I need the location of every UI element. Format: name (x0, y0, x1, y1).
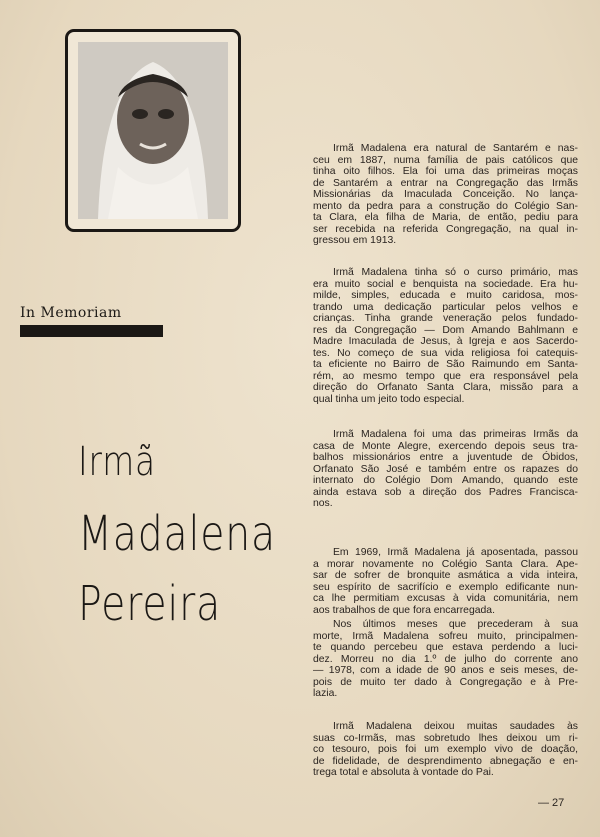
section-divider-bar (20, 325, 163, 337)
paragraph-line: ceu em 1887, numa família de pais católicos que (313, 154, 578, 166)
paragraph-line: qual tinha um jeito todo especial. (313, 393, 465, 405)
paragraph-line: ainda estava sob a direção dos Padres Franciscа- (313, 486, 578, 498)
paragraph-line: Irmã Madalena deixou muitas saudades às (333, 721, 578, 732)
paragraph-line: suas co-Irmãs, mas sobretudo lhes deixou um ri- (313, 732, 578, 744)
paragraph-line: ca lhe permitiam excusas à vida comunitária, nem (313, 593, 578, 604)
paragraph-line: sar de sofrer de bronquite asmática a vida inteira, (313, 570, 578, 581)
title-first-name: Irmã (78, 439, 156, 485)
paragraph-line: Orfanato São José e também entre os rapazes do (313, 463, 578, 475)
paragraph-line: seu espírito de sacrifício e exemplo edificante nun- (313, 581, 578, 593)
article-paragraph (313, 721, 578, 779)
title-last-name: Pereira (78, 576, 222, 632)
paragraph-line: direção do Orfanato Santa Clara, missão para a (313, 382, 578, 393)
article-paragraph (313, 267, 578, 405)
paragraph-line: ta eficiente no Bairro de São Raimundo em Santa- (313, 359, 578, 370)
paragraph-line: milde, simples, educada e muito caridosa, mos- (313, 290, 578, 301)
paragraph-line: Em 1969, Irmã Madalena já aposentada, passou (333, 547, 578, 558)
paragraph-line: era muito social e benquista na sociedade. Era hu- (313, 278, 578, 290)
article-paragraph (313, 429, 578, 510)
paragraph-line: mento da pedra para a construção do Colégio San- (313, 200, 578, 212)
paragraph-line: a morar novamente no Colégio Santa Clara. Ape- (313, 558, 578, 570)
paragraph-line: de fidelidade, de desprendimento abnegação e en- (313, 755, 578, 767)
paragraph-line: de Santarém a entrar na Congregação das Irmãs (313, 177, 578, 189)
paragraph-line: gressou em 1913. (313, 235, 397, 246)
paragraph-line: pois de muito ter dado à Congregação e à Pre- (313, 676, 578, 688)
article-paragraph (313, 143, 578, 247)
paragraph-line: trega total e absoluta à vontade do Pai. (313, 767, 494, 778)
paragraph-line: rém, ao mesmo tempo que era responsável pela (313, 370, 578, 382)
paragraph-line: Madre Imaculada de Jesus, à Igreja e aos Sacerdo- (313, 336, 578, 347)
paragraph-line: trando uma dedicação particular pelos velhos e (313, 301, 578, 313)
paragraph-line: balhos missionários entre a juventude de Óbidos, (313, 452, 578, 463)
section-label: In Memoriam (20, 305, 122, 321)
paragraph-line: crianças. Tinha grande veneração pelos fundado- (313, 313, 578, 324)
paragraph-line: — 1978, com a idade de 90 anos e seis meses, de- (313, 665, 578, 676)
paragraph-line: aos trabalhos de que fora encarregada. (313, 604, 495, 616)
paragraph-line: Nos últimos meses que precederam à sua (333, 619, 578, 630)
paragraph-line: ser recebida na referida Congregação, na qual in- (313, 223, 578, 235)
paragraph-line: ta Clara, ela filha de Maria, de então, pediu para (313, 212, 578, 223)
paragraph-line: Irmã Madalena tinha só o curso primário, mas (333, 267, 578, 278)
portrait-frame (65, 29, 241, 232)
paragraph-line: tes. No começo de sua vida religiosa foi catequis- (313, 347, 578, 359)
paragraph-line: co tesouro, pois foi um exemplo vivo de doação, (313, 744, 578, 755)
paragraph-line: lazia. (313, 688, 338, 699)
paragraph-line: tinha oito filhos. Ela foi uma das primeiras moças (313, 166, 578, 177)
paragraph-line: Missionárias da Imaculada Conceição. No lança- (313, 189, 578, 200)
page-number: — 27 (538, 797, 565, 809)
paragraph-line: internato do Colégio Dom Amando, quando este (313, 475, 578, 486)
article-paragraph (313, 619, 578, 700)
title-middle-name: Madalena (78, 506, 276, 562)
paragraph-line: morte, Irmã Madalena sofreu muito, principalmen- (313, 630, 578, 642)
paragraph-line: dez. Morreu no dia 1.º de julho do corrente ano (313, 653, 578, 665)
paragraph-line: nos. (313, 498, 333, 509)
paragraph-line: res da Congregação — Dom Amando Bahlmann e (313, 324, 578, 336)
portrait-photo (78, 42, 228, 219)
portrait-image (78, 42, 228, 219)
paragraph-line: Irmã Madalena era natural de Santarém e nas- (333, 143, 578, 154)
paragraph-line: te quando percebeu que estava perdendo a luci- (313, 642, 578, 653)
paragraph-line: Irmã Madalena foi uma das primeiras Irmãs da (333, 429, 578, 440)
paragraph-line: casa de Monte Alegre, exercendo depois seus tra- (313, 440, 578, 452)
article-paragraph (313, 547, 578, 616)
